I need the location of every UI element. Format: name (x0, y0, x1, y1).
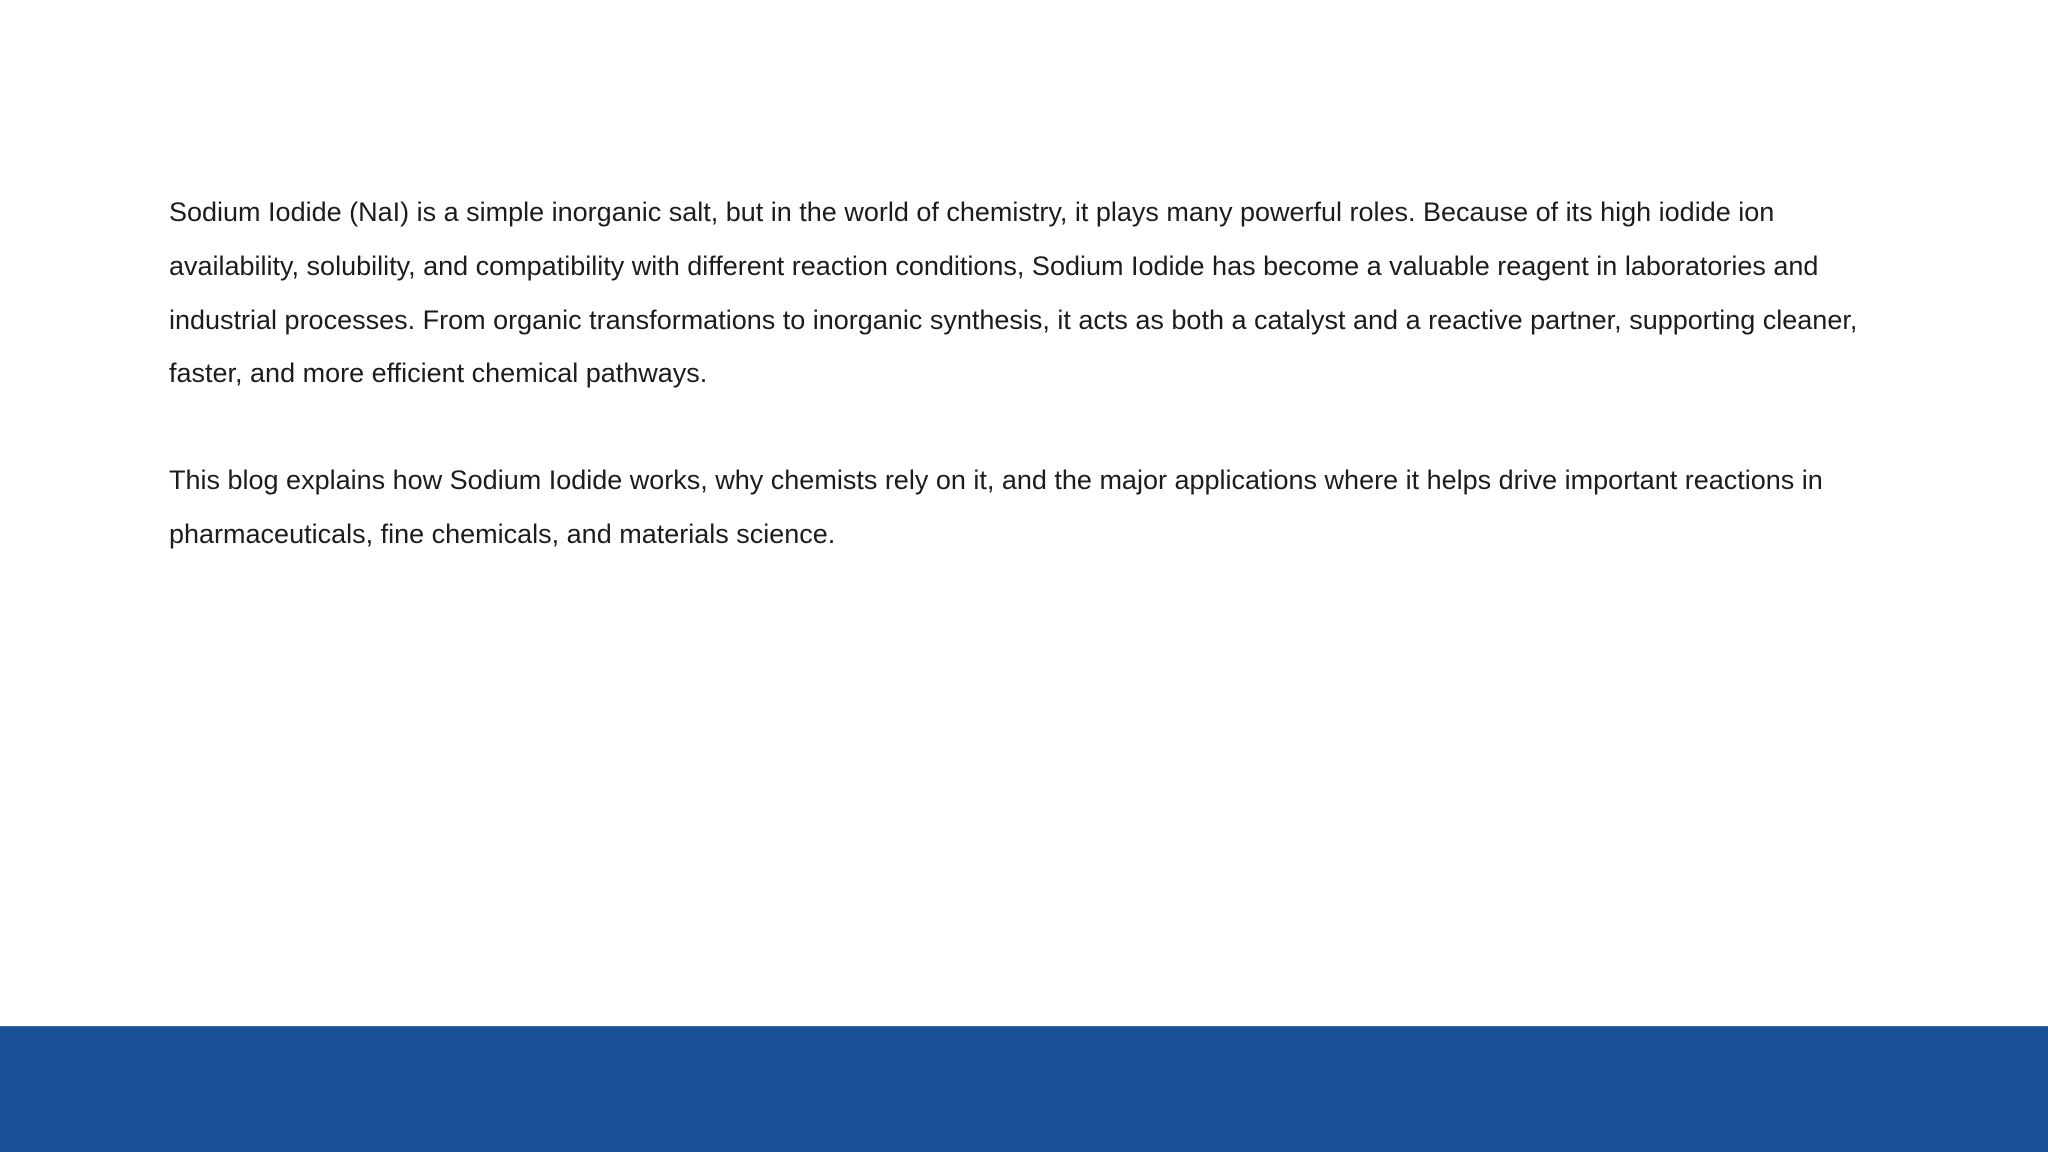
blog-overview-paragraph: This blog explains how Sodium Iodide works, why chemists rely on it, and the major applications where it helps drive important reactions in pharmaceuticals, fine chemicals, and materials science. (169, 465, 1823, 549)
article-body (169, 186, 1889, 562)
footer-bar (0, 1026, 2048, 1152)
intro-paragraph: Sodium Iodide (NaI) is a simple inorganic salt, but in the world of chemistry, it plays many powerful roles. Because of its high iodide ion availability, solubility, and compatibility with different reaction conditions, Sodium Iodide has become a valuable reagent in laboratories and industrial processes. From organic transformations to inorganic synthesis, it acts as both a catalyst and a reactive partner, supporting cleaner, faster, and more efficient chemical pathways. (169, 197, 1858, 389)
